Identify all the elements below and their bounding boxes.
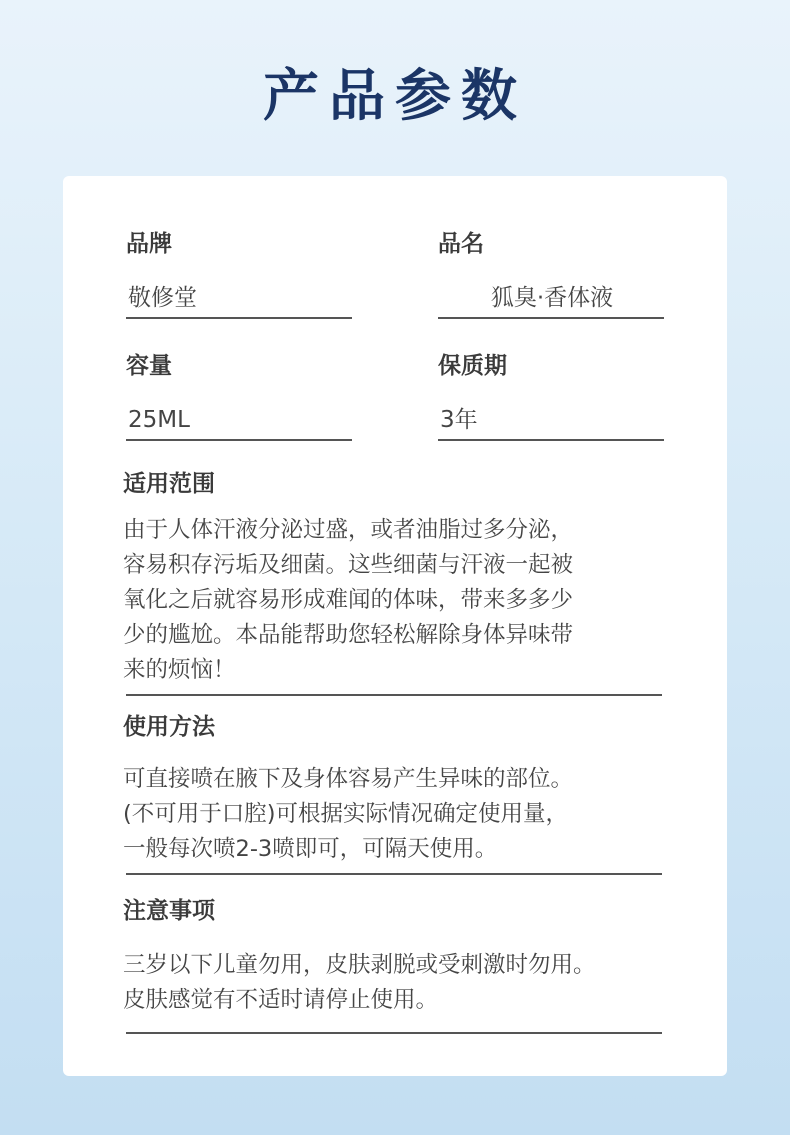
product-name-value: 狐臭·香体液: [438, 279, 664, 319]
usage-line: 可直接喷在腋下及身体容易产生异味的部位。: [123, 766, 574, 792]
capacity-value: 25ML: [126, 401, 352, 441]
notes-divider: [126, 1032, 662, 1034]
scope-body: [123, 513, 668, 688]
shelf-life-label: 保质期: [438, 353, 507, 379]
scope-line: 氧化之后就容易形成难闻的体味，带来多多少: [123, 587, 574, 613]
scope-line: 来的烦恼！: [123, 657, 236, 683]
shelf-life-field: [438, 351, 664, 441]
usage-body: [123, 762, 668, 867]
scope-title: 适用范围: [123, 471, 215, 497]
page-title: 产品参数: [263, 64, 527, 129]
scope-line: 容易积存污垢及细菌。这些细菌与汗液一起被: [123, 552, 574, 578]
product-name-label: 品名: [438, 231, 484, 257]
notes-body: [123, 948, 683, 1018]
capacity-label: 容量: [126, 353, 172, 379]
usage-line: (不可用于口腔)可根据实际情况确定使用量，: [123, 801, 569, 827]
scope-divider: [126, 694, 662, 696]
brand-value: 敬修堂: [126, 279, 352, 319]
usage-title: 使用方法: [123, 714, 215, 740]
scope-line: 由于人体汗液分泌过盛，或者油脂过多分泌，: [123, 517, 574, 543]
brand-label: 品牌: [126, 231, 172, 257]
parameters-card: [63, 176, 727, 1076]
notes-section: [123, 896, 663, 1018]
usage-divider: [126, 873, 662, 875]
notes-line: 皮肤感觉有不适时请停止使用。: [123, 987, 439, 1013]
usage-section: [123, 712, 663, 867]
brand-field: [126, 229, 352, 319]
usage-line: 一般每次喷2-3喷即可，可隔天使用。: [123, 836, 498, 862]
capacity-field: [126, 351, 352, 441]
scope-line: 少的尴尬。本品能帮助您轻松解除身体异味带: [123, 622, 574, 648]
product-name-field: [438, 229, 664, 319]
notes-title: 注意事项: [123, 898, 215, 924]
notes-line: 三岁以下儿童勿用，皮肤剥脱或受刺激时勿用。: [123, 952, 596, 978]
scope-section: [123, 469, 663, 688]
shelf-life-value: 3年: [438, 401, 664, 441]
